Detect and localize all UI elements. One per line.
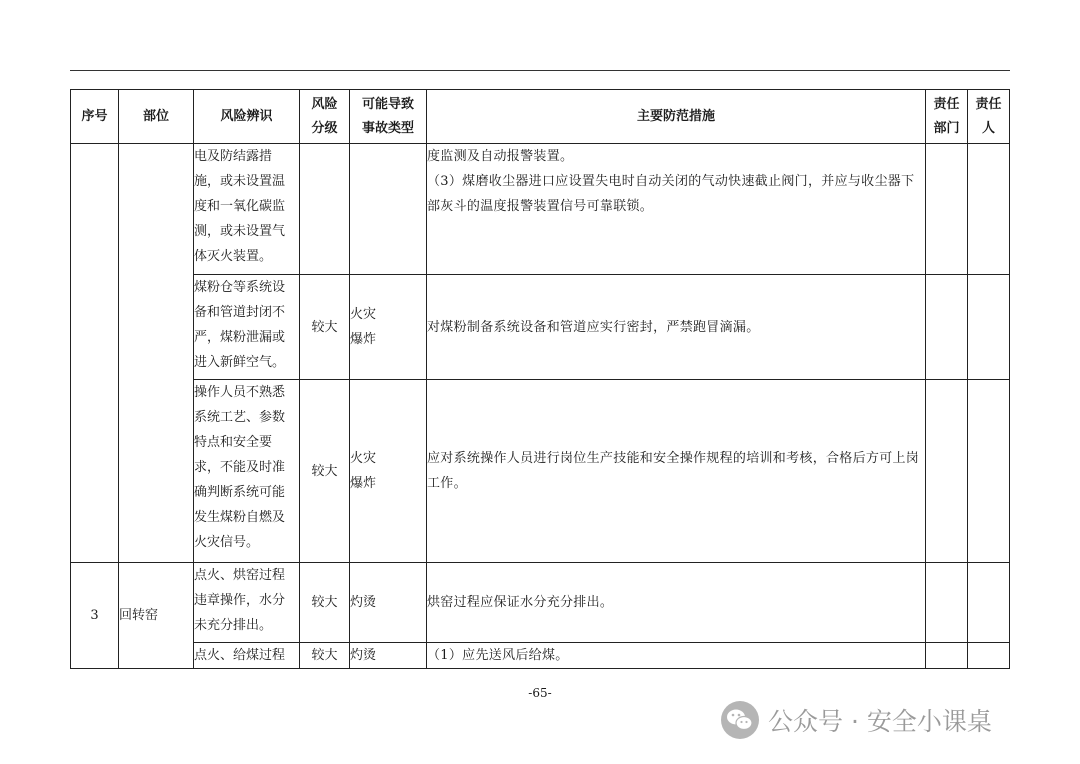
location-cell: 回转窑 xyxy=(119,563,194,669)
header-dept: 责任 部门 xyxy=(926,90,968,144)
dept-cell xyxy=(926,643,968,669)
page-number: -65- xyxy=(528,686,552,700)
table-header-row xyxy=(71,90,1010,144)
dept-cell xyxy=(926,563,968,643)
person-cell xyxy=(968,643,1010,669)
risk-cell: 煤粉仓等系统设 备和管道封闭不 严，煤粉泄漏或 进入新鲜空气。 xyxy=(194,275,300,380)
header-accident: 可能导致 事故类型 xyxy=(350,90,427,144)
header-no: 序号 xyxy=(71,90,119,144)
person-cell xyxy=(968,144,1010,275)
person-cell xyxy=(968,275,1010,380)
watermark xyxy=(720,700,992,740)
person-cell xyxy=(968,563,1010,643)
measures-cell: 对煤粉制备系统设备和管道应实行密封，严禁跑冒滴漏。 xyxy=(427,275,926,380)
risk-cell: 操作人员不熟悉 系统工艺、参数 特点和安全要 求，不能及时准 确判断系统可能 发生煤粉自燃及 火灾信号。 xyxy=(194,380,300,563)
level-cell: 较大 xyxy=(300,380,350,563)
header-person: 责任 人 xyxy=(968,90,1010,144)
accident-cell xyxy=(350,144,427,275)
level-cell: 较大 xyxy=(300,643,350,669)
location-cell xyxy=(119,144,194,563)
risk-cell: 电及防结露措 施，或未设置温 度和一氧化碳监 测，或未设置气 体灭火装置。 xyxy=(194,144,300,275)
wechat-icon xyxy=(720,700,760,740)
dept-cell xyxy=(926,380,968,563)
level-cell: 较大 xyxy=(300,563,350,643)
no-cell xyxy=(71,144,119,563)
level-cell xyxy=(300,144,350,275)
person-cell xyxy=(968,380,1010,563)
header-location: 部位 xyxy=(119,90,194,144)
measures-cell: 烘窑过程应保证水分充分排出。 xyxy=(427,563,926,643)
accident-cell: 火灾 爆炸 xyxy=(350,275,427,380)
accident-cell: 灼烫 xyxy=(350,563,427,643)
level-cell: 较大 xyxy=(300,275,350,380)
header-risk: 风险辨识 xyxy=(194,90,300,144)
accident-cell: 火灾 爆炸 xyxy=(350,380,427,563)
risk-cell: 点火、烘窑过程 违章操作，水分 未充分排出。 xyxy=(194,563,300,643)
measures-cell: 应对系统操作人员进行岗位生产技能和安全操作规程的培训和考核，合格后方可上岗 工作。 xyxy=(427,380,926,563)
watermark-text: 公众号 · 安全小课桌 xyxy=(768,707,992,736)
risk-cell: 点火、给煤过程 xyxy=(194,643,300,669)
dept-cell xyxy=(926,144,968,275)
measures-cell: 度监测及自动报警装置。 （3）煤磨收尘器进口应设置失电时自动关闭的气动快速截止阀门，并应与收尘器下 部灰斗的温度报警装置信号可靠联锁。 xyxy=(427,144,926,275)
table-row xyxy=(71,563,1010,643)
header-measures: 主要防范措施 xyxy=(427,90,926,144)
header-rule xyxy=(70,70,1010,71)
risk-table xyxy=(70,89,1010,669)
dept-cell xyxy=(926,275,968,380)
accident-cell: 灼烫 xyxy=(350,643,427,669)
no-cell: 3 xyxy=(71,563,119,669)
measures-cell: （1）应先送风后给煤。 xyxy=(427,643,926,669)
table-row xyxy=(71,380,1010,563)
header-level: 风险 分级 xyxy=(300,90,350,144)
table-row xyxy=(71,643,1010,669)
table-row xyxy=(71,275,1010,380)
table-row xyxy=(71,144,1010,275)
